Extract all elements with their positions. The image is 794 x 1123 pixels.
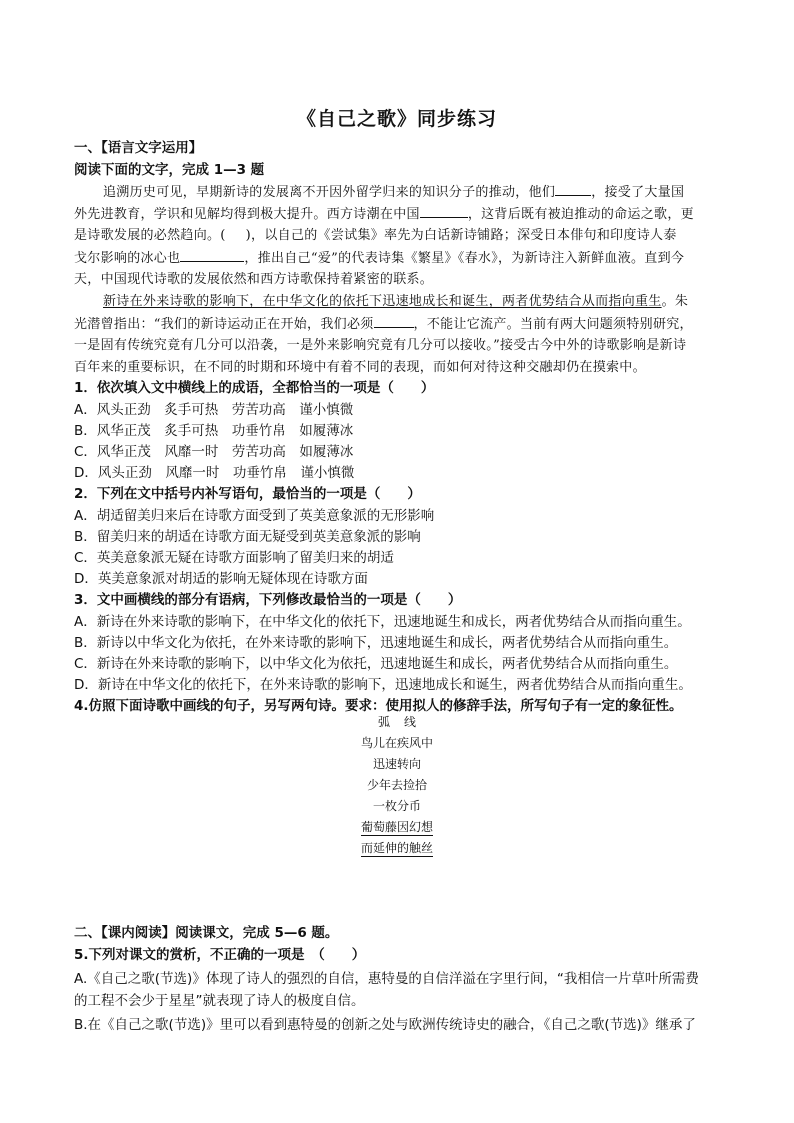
q4-stem: 4.仿照下面诗歌中画线的句子，另写两句诗。要求：使用拟人的修辞手法，所写句子有一定的象征性。 <box>74 698 683 714</box>
q1-option-d: D．风头正劲 风靡一时 功垂竹帛 谨小慎微 <box>74 465 355 481</box>
passage-p2-line4: 百年来的重要标识，在不同的时期和环境中有着不同的表现，而如何对待这种交融却仍在摸索中。 <box>74 360 646 375</box>
q5-stem: 5.下列对课文的赏析，不正确的一项是 （ ） <box>74 947 366 963</box>
q1-option-b: B．风华正茂 炙手可热 功垂竹帛 如履薄冰 <box>74 423 354 439</box>
q2-option-a: A．胡适留美归来后在诗歌方面受到了英美意象派的无形影响 <box>74 508 435 524</box>
passage-p2-line3: 一是固有传统究竟有几分可以沿袭，一是外来影响究竟有几分可以接收。”接受古今中外的诗歌影响是新诗 <box>74 338 687 353</box>
passage-p1-line3: 是诗歌发展的必然趋向。( )，以自己的《尝试集》率先为白话新诗铺路；深受日本俳句和印度诗人泰 <box>74 228 677 243</box>
passage-p2-line1: 新诗在外来诗歌的影响下，在中华文化的依托下迅速地成长和诞生，两者优势结合从而指向重生。朱 <box>103 294 689 309</box>
poem-underlined-line: 而延伸的触丝 <box>360 841 433 855</box>
poem-underlined-line: 葡萄藤因幻想 <box>360 820 433 834</box>
q5-option-a-line1: A.《自己之歌(节选)》体现了诗人的强烈的自信，惠特曼的自信洋溢在字里行间，“我相信一片草叶所需费 <box>74 971 699 987</box>
poem-line: 迅速转向 <box>372 757 421 771</box>
passage-p1-line1: 追溯历史可见，早期新诗的发展离不开因外留学归来的知识分子的推动，他们 ，接受了大量国 <box>103 185 685 200</box>
q2-option-d: D．英美意象派对胡适的影响无疑体现在诗歌方面 <box>74 571 368 587</box>
passage-p2-line2: 光潜曾指出：“我们的新诗运动正在开始，我们必须 ，不能让它流产。当前有两大问题须特别研究， <box>74 317 693 332</box>
q1-stem: 1．依次填入文中横线上的成语，全都恰当的一项是（ ） <box>74 380 435 396</box>
q2-stem: 2．下列在文中括号内补写语句，最恰当的一项是（ ） <box>74 486 421 502</box>
section1-heading: 一、【语言文字运用】 <box>74 140 203 156</box>
section1-instruction: 阅读下面的文字，完成 1—3 题 <box>74 162 265 178</box>
q1-option-a: A．风头正劲 炙手可热 劳苦功高 谨小慎微 <box>74 402 354 418</box>
q5-option-b-line1: B.在《自己之歌(节选)》里可以看到惠特曼的创新之处与欧洲传统诗史的融合，《自己之歌(节选)》继承了 <box>74 1017 696 1033</box>
blank-2 <box>420 205 468 218</box>
q2-option-b: B．留美归来的胡适在诗歌方面无疑受到英美意象派的影响 <box>74 529 421 545</box>
q5-option-a-line2: 的工程不会少于星星”就表现了诗人的极度自信。 <box>74 993 365 1009</box>
passage-p1-line5: 天，中国现代诗歌的发展依然和西方诗歌保持着紧密的联系。 <box>74 272 434 287</box>
q3-option-b: B．新诗以中华文化为依托，在外来诗歌的影响下，迅速地诞生和成长，两者优势结合从而指向重生。 <box>74 635 678 651</box>
q2-option-c: C．英美意象派无疑在诗歌方面影响了留美归来的胡适 <box>74 550 394 566</box>
q3-option-d: D．新诗在中华文化的依托下，在外来诗歌的影响下，迅速地成长和诞生，两者优势结合从而指向重生。 <box>74 677 692 693</box>
blank-3 <box>180 249 244 262</box>
page-title: 《自己之歌》同步练习 <box>296 108 497 130</box>
poem-line: 一枚分币 <box>372 799 421 813</box>
passage-p1-line2: 外先进教育，学识和见解均得到极大提升。西方诗潮在中国 ，这背后既有被迫推动的命运之歌，更 <box>74 207 694 222</box>
blank-4 <box>374 315 414 328</box>
section2-heading: 二、【课内阅读】阅读课文，完成 5—6 题。 <box>74 925 339 941</box>
blank-1 <box>555 183 591 196</box>
underlined-sentence: 新诗在外来诗歌的影响下，在中华文化的依托下迅速地成长和诞生，两者优势结合从而指向重生 <box>103 294 662 309</box>
q3-stem: 3．文中画横线的部分有语病，下列修改最恰当的一项是（ ） <box>74 592 462 608</box>
passage-p1-line4: 戈尔影响的冰心也 ，推出自己“爱”的代表诗集《繁星》《春水》，为新诗注入新鲜血液。直到今 <box>74 251 685 266</box>
q3-option-c: C．新诗在外来诗歌的影响下，以中华文化为依托，迅速地诞生和成长，两者优势结合从而指向重生。 <box>74 656 678 672</box>
q3-option-a: A．新诗在外来诗歌的影响下，在中华文化的依托下，迅速地诞生和成长，两者优势结合从而指向重生。 <box>74 614 691 630</box>
poem-title: 弧线 <box>377 715 430 729</box>
poem-line: 少年去捡拾 <box>366 778 427 792</box>
poem-line: 鸟儿在疾风中 <box>360 736 433 750</box>
q1-option-c: C．风华正茂 风靡一时 劳苦功高 如履薄冰 <box>74 444 354 460</box>
